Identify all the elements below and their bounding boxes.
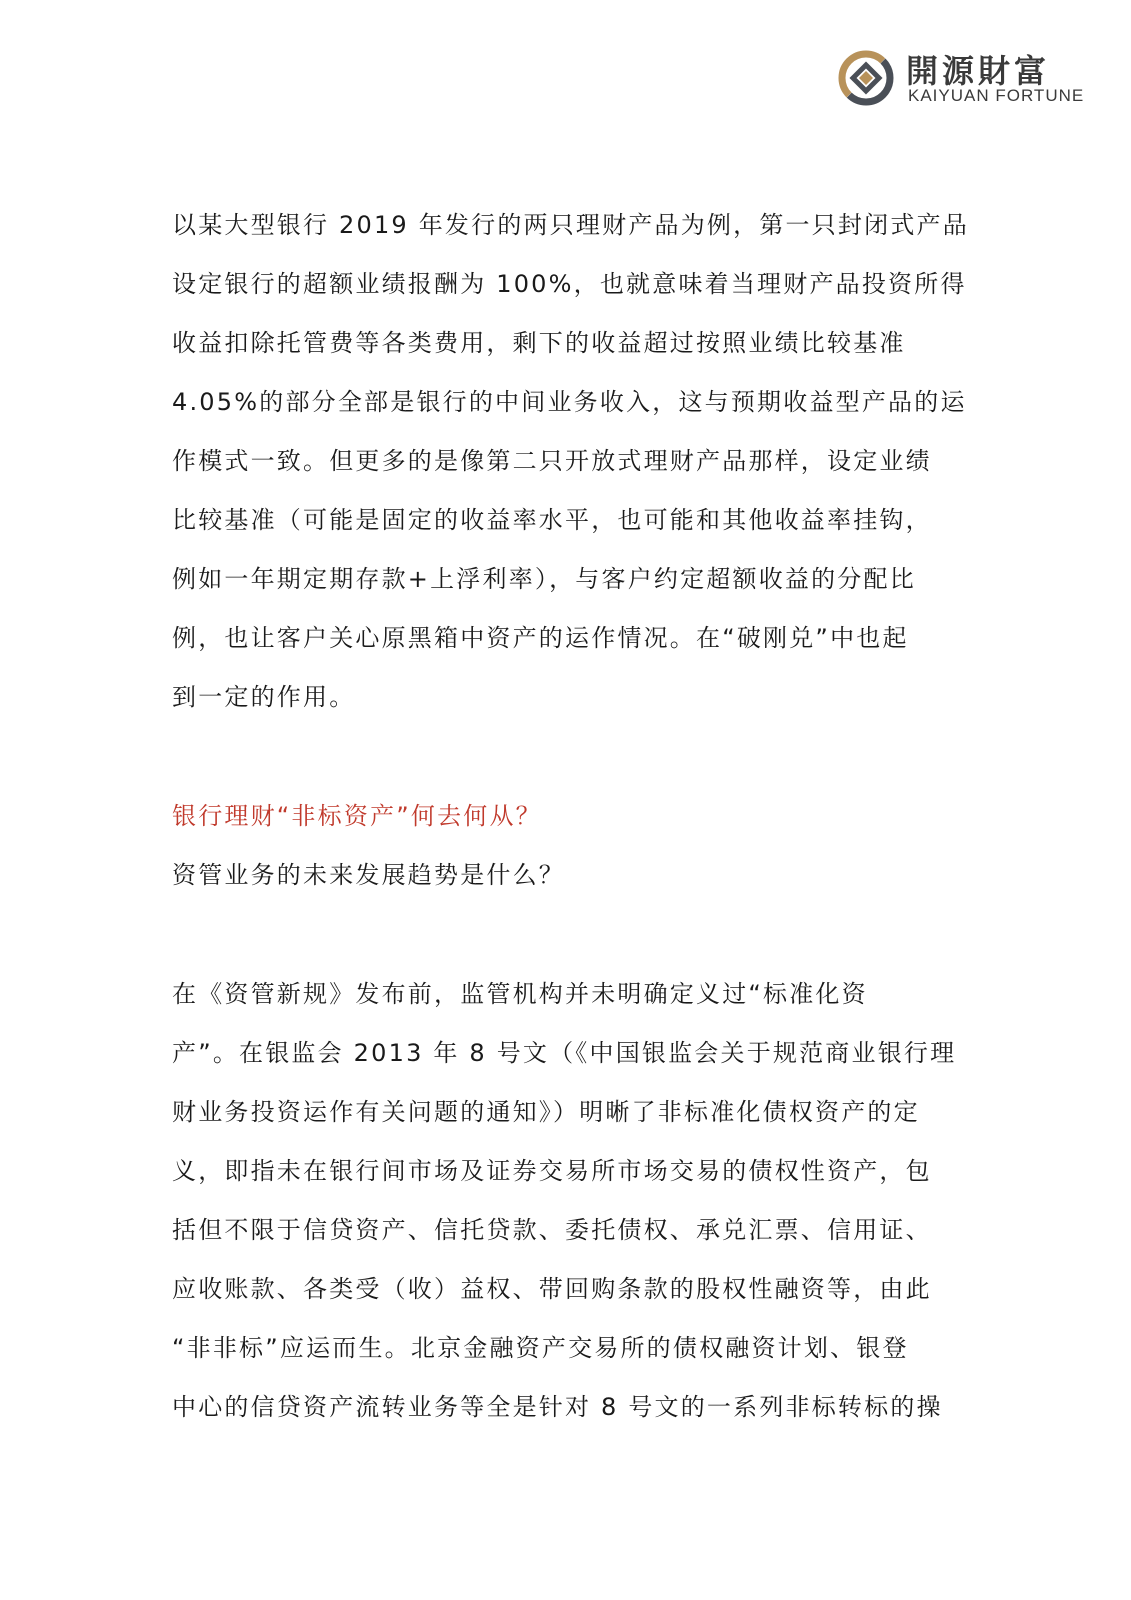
header-logo: [838, 44, 1098, 110]
section-heading: [172, 787, 962, 905]
text-line: 中心的信贷资产流转业务等全是针对 8 号文的一系列非标转标的操: [172, 1393, 943, 1421]
spacer: [172, 727, 962, 787]
text-line: 括但不限于信贷资产、信托贷款、委托债权、承兑汇票、信用证、: [172, 1216, 932, 1244]
text-line: 财业务投资运作有关问题的通知》）明晰了非标准化债权资产的定: [172, 1098, 920, 1126]
text-line: 4.05%的部分全部是银行的中间业务收入，这与预期收益型产品的运: [172, 388, 967, 416]
logo-chinese-name: 開源財富: [906, 52, 1051, 90]
section-title-red: 银行理财“非标资产”何去何从？: [172, 802, 542, 830]
paragraph-non-standard-assets: [172, 965, 962, 1437]
spacer: [172, 905, 962, 965]
text-line: 应收账款、各类受（收）益权、带回购条款的股权性融资等，由此: [172, 1275, 932, 1303]
text-line: 例，也让客户关心原黑箱中资产的运作情况。在“破刚兑”中也起: [172, 624, 909, 652]
text-line: 例如一年期定期存款+上浮利率），与客户约定超额收益的分配比: [172, 565, 916, 593]
text-line: 收益扣除托管费等各类费用，剩下的收益超过按照业绩比较基准: [172, 329, 906, 357]
text-line: 比较基准（可能是固定的收益率水平，也可能和其他收益率挂钩，: [172, 506, 932, 534]
text-line: 在《资管新规》发布前，监管机构并未明确定义过“标准化资: [172, 980, 868, 1008]
text-line: 到一定的作用。: [172, 683, 356, 711]
text-line: 产”。在银监会 2013 年 8 号文（《中国银监会关于规范商业银行理: [172, 1039, 957, 1067]
logo-english-name: KAIYUAN FORTUNE: [908, 86, 1085, 105]
text-line: 以某大型银行 2019 年发行的两只理财产品为例，第一只封闭式产品: [172, 211, 969, 239]
text-line: 作模式一致。但更多的是像第二只开放式理财产品那样，设定业绩: [172, 447, 932, 475]
paragraph-fee-structure: [172, 196, 969, 727]
text-line: 义，即指未在银行间市场及证券交易所市场交易的债权性资产，包: [172, 1157, 932, 1185]
text-line: “非非标”应运而生。北京金融资产交易所的债权融资计划、银登: [172, 1334, 909, 1362]
document-body: [172, 196, 969, 1437]
text-line: 设定银行的超额业绩报酬为 100%，也就意味着当理财产品投资所得: [172, 270, 967, 298]
section-subtitle: 资管业务的未来发展趋势是什么？: [172, 861, 565, 889]
kaiyuan-logo-icon: [838, 50, 894, 106]
